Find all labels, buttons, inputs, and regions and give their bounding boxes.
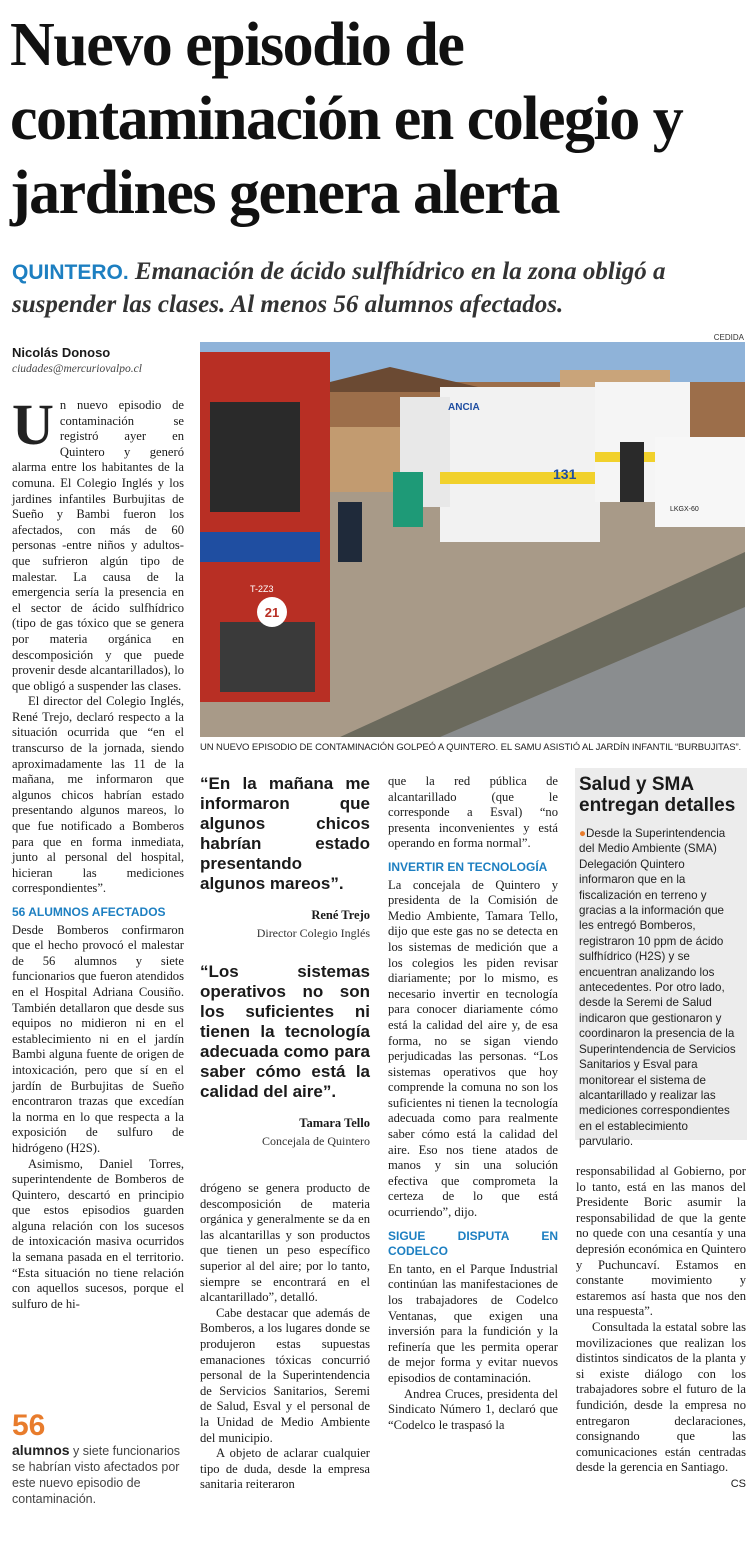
subhead-disputa-codelco: SIGUE DISPUTA EN CODELCO: [388, 1228, 558, 1259]
col3-paragraph-4: Andrea Cruces, presidenta del Sindicato Número 1, declaró que “Codelco le traspasó la: [388, 1386, 558, 1432]
ambulance-number: 131: [553, 466, 577, 482]
column-2: [200, 1181, 370, 1493]
col3-paragraph-2: La concejala de Quintero y presidenta de la Comisión de Medio Ambiente, Tamara Tello, dijo que este gas no se detecta en los sistemas de medición que a los colegios les piden revisar diariamente; por lo mismo, es necesario invertir en tecnología para conocer diariamente cómo está la calidad del aire y, de esa forma, no se sigan viendo perjudicadas las personas. “Los sistemas operativos que hoy comprende la comuna no son los suficientes ni tienen la tecnología adecuada como para realmente saber cómo está la calidad del aire. Eso nos tiene atados de manos y sin una solución efectiva que comprometa la certeza de lo que está ocurriendo”, dijo.: [388, 877, 558, 1220]
quote-1-name: René Trejo: [311, 908, 370, 922]
col4-paragraph-2: Consultada la estatal sobre las movilizaciones que realizan los distintos sindicatos de la planta y si existe diálogo con los trabajadores sobre el futuro de la fundición, desde la empresa no entregaron declaraciones, consignando que las comunicaciones están centradas desde la gerencia en Santiago.: [576, 1319, 746, 1475]
truck-code: T-2Z3: [250, 584, 274, 594]
col1-paragraph-4: Asimismo, Daniel Torres, superintendente de Bomberos de Quintero, descartó en principio que estos episodios guarden alguna relación con los sucesos de intoxicación masiva ocurridos la semana pasada en el territorio. “Esta situación no tiene relación con aquellos sucesos, porque el sulfuro de hi-: [12, 1156, 184, 1311]
box-title: Salud y SMA entregan detalles: [579, 774, 736, 816]
ambulance-label: ANCIA: [448, 402, 480, 413]
deck: [12, 256, 742, 321]
pull-quote-1: “En la mañana me informaron que algunos chicos habrían estado presentando algunos mareos”.: [200, 774, 370, 893]
author-name: Nicolás Donoso: [12, 345, 111, 360]
deck-text: Emanación de ácido sulfhídrico en la zona obligó a suspender las clases. Al menos 56 alumnos afectados.: [12, 258, 666, 318]
quote-2-name: Tamara Tello: [299, 1116, 370, 1130]
stat-text: y siete funcionarios se habrían visto afectados por este nuevo episodio de contaminación.: [12, 1444, 181, 1506]
byline: [12, 345, 197, 375]
photo-credit: CEDIDA: [713, 333, 744, 342]
column-4: [576, 1164, 746, 1492]
pull-quote-2: “Los sistemas operativos no son los suficientes ni tienen la tecnología adecuada como para saber cómo está la calidad del aire”.: [200, 962, 370, 1101]
stat-bold: alumnos: [12, 1442, 70, 1458]
deck-location-tag: QUINTERO.: [12, 261, 129, 284]
sidebar-box: [575, 768, 747, 1149]
col4-paragraph-1: responsabilidad al Gobierno, por lo tanto, está en las manos del Presidente Boric asumir la responsabilidad de que la gente no quede con una cesantía y una depresión económica en Quintero y Puchuncaví. Estamos en constante movimiento y estaremos así hasta que nos den una respuesta”.: [576, 1164, 746, 1319]
headline: Nuevo episodio de contaminación en colegio y jardines genera alerta: [10, 11, 683, 227]
car-plate: LKGX-60: [670, 506, 699, 513]
quote-block-2: [200, 962, 370, 1149]
col3-paragraph-1: que la red pública de alcantarillado (que le corresponde a Esval) “no presenta inconvenientes y está operando en forma normal”.: [388, 774, 558, 851]
col2-paragraph-2: Cabe destacar que además de Bomberos, a los lugares donde se produjeron estas supuestas emanaciones tóxicas concurrió personal de la Superintendencia de Servicios Sanitarios, Seremi de Salud, Esval y el personal de la Unidad de Medio Ambiente del municipio.: [200, 1305, 370, 1445]
stat-highlight: [12, 1410, 192, 1507]
column-3: [388, 774, 558, 1433]
author-email[interactable]: ciudades@mercuriovalpo.cl: [12, 363, 142, 375]
stat-number: 56: [12, 1409, 46, 1442]
bullet-icon: ●: [579, 827, 587, 840]
column-1: [12, 392, 184, 1312]
drop-cap: U: [12, 392, 54, 457]
subhead-invertir-tecnologia: INVERTIR EN TECNOLOGÍA: [388, 859, 548, 874]
photo-illustration: [200, 342, 745, 737]
box-text: Desde la Superintendencia del Medio Ambiente (SMA) Delegación Quintero informaron que en la fiscalización en terreno y gracias a la información que les entregó Bomberos, registraron 10 ppm de ácido sulfhídrico (H2S) y se encuentran analizando los antecedentes. Por otro lado, desde la Seremi de Salud indicaron que gestionaron y coordinaron la presencia de la Superintendencia de Servicios Sanitarios y Esval para monitorear el sistema de alcantarillado y realizar las mediciones correspondientes en el establecimiento parvulario.: [579, 827, 736, 1149]
truck-number: 21: [264, 605, 280, 620]
col2-paragraph-1: drógeno se genera producto de descomposición de materia orgánica y generalmente se da en las alcantarillas y son productos que tienen un peso específico superior al del aire; por lo tanto, siempre se encontrará en el alcantarillado”, detalló.: [200, 1181, 370, 1305]
photo-caption: UN NUEVO EPISODIO DE CONTAMINACIÓN GOLPEÓ A QUINTERO. EL SAMU ASISTIÓ AL JARDÍN INFANTIL “BURBUJITAS”.: [200, 742, 742, 753]
quote-2-role: Concejala de Quintero: [262, 1133, 370, 1148]
col3-paragraph-3: En tanto, en el Parque Industrial continúan las manifestaciones de los trabajadores de Codelco Ventanas, que exigen una inversión para la fundición y la refinería que les permita operar de mejor forma y evitar nuevos episodios de contaminación.: [388, 1261, 558, 1385]
quote-block-1: [200, 774, 370, 941]
col1-paragraph-1: n nuevo episodio de contaminación se registró ayer en Quintero y generó alarma entre los habitantes de la comuna. El Colegio Inglés y los jardines infantiles Burbujitas de Sueño y Bambi fueron los afectados, con más de 60 personas -entre niños y adultos- que sufrieron algún tipo de malestar. La causa de la emergencia sería la presencia en el sector de ácido sulfhídrico (tipo de gas tóxico que se genera por materia orgánica en descomposición y que puede provenir desde alcantarillados), lo que obligó a suspender las clases.: [12, 398, 184, 693]
col2-paragraph-3: A objeto de aclarar cualquier tipo de duda, desde la empresa sanitaria reiteraron: [200, 1446, 370, 1492]
end-mark: CS: [730, 1477, 746, 1490]
quote-1-role: Director Colegio Inglés: [256, 925, 370, 940]
col1-paragraph-2: El director del Colegio Inglés, René Trejo, declaró respecto a la situación ocurrida que “en el transcurso de la jornada, siendo aproximadamente las 11 de la mañana, me informaron que algunos chicos habrían estado presentando algunos mareos, lo que fue notificado a Bomberos para que en forma inmediata, junto al personal del hospital, hicieran las mediciones correspondientes”.: [12, 694, 184, 896]
news-photo: [200, 342, 745, 737]
subhead-alumnos-afectados: 56 ALUMNOS AFECTADOS: [12, 905, 166, 919]
col1-paragraph-3: Desde Bomberos confirmaron que el hecho provocó el malestar de 56 alumnos y siete funcionarios que fueron atendidos en el Hospital Adriana Cousiño. También detallaron que desde sus equipos no midieron ni en el establecimiento ni en el jardín Bambi alguna fuente de origen de intoxicación, pero que sí en el jardín de Burbujitas de Sueño encontraron trazas que excedían la norma en lo que respecta a la exposición de sulfuro de hidrógeno (H2S).: [12, 922, 184, 1155]
